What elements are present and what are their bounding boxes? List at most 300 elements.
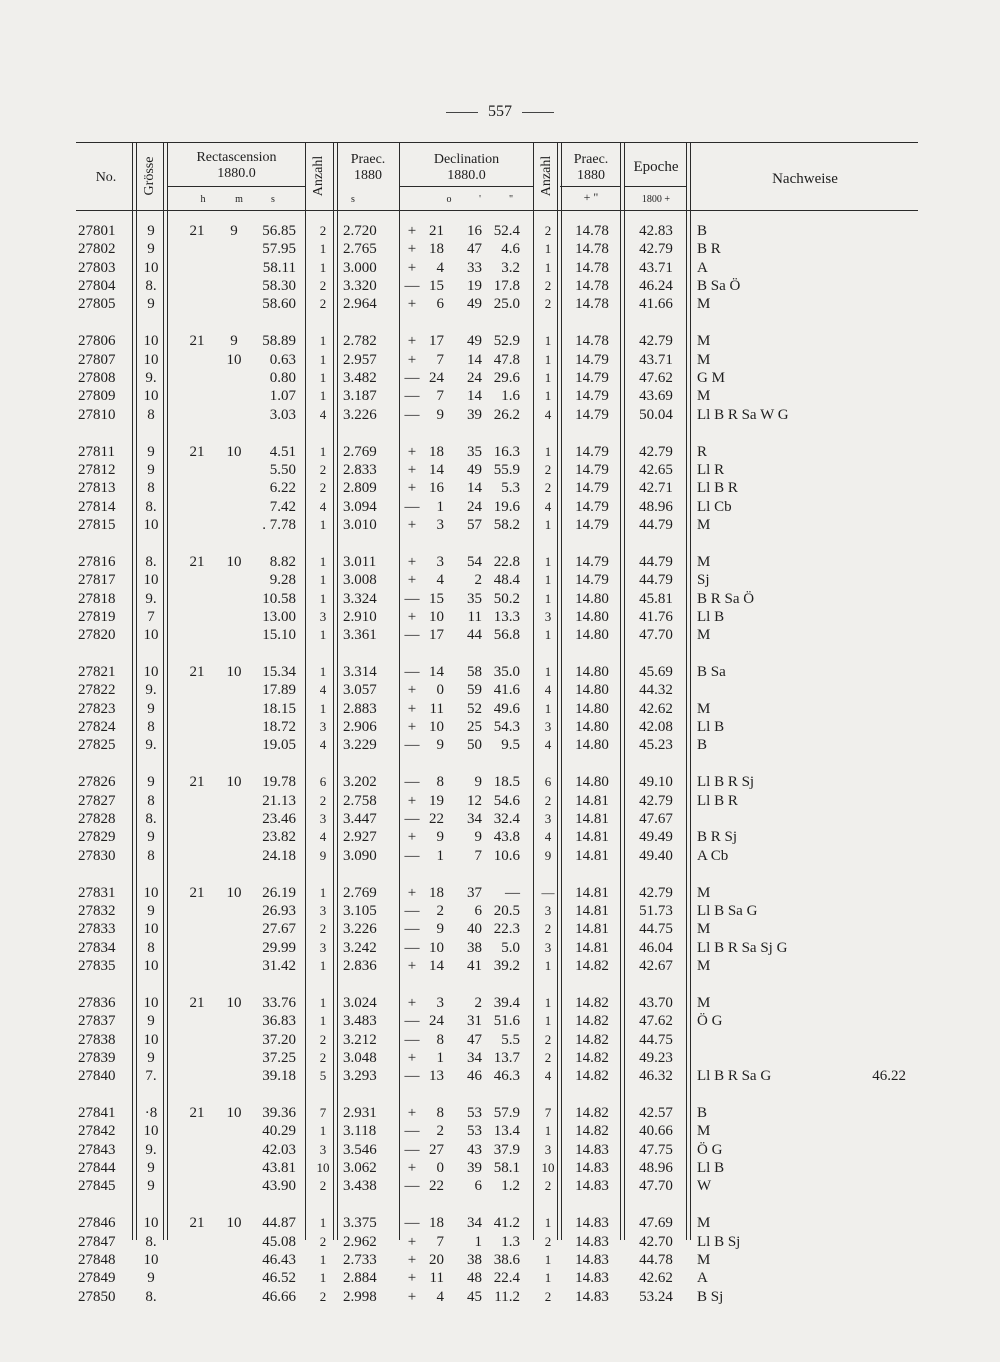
row-ra-seconds: 13.00 — [262, 608, 296, 625]
row-nachweise: M — [697, 351, 711, 368]
row-count-ra: 2 — [319, 921, 327, 937]
row-nachweise: B Sa — [697, 664, 726, 680]
row-decl-sign: — — [404, 774, 420, 791]
row-ra-seconds: 40.29 — [262, 1123, 296, 1140]
row-nachweise: Ll B Sj — [697, 1233, 741, 1250]
row-decl-minutes: 2 — [474, 994, 482, 1011]
header-decl-unit-min: ' — [479, 194, 481, 205]
row-decl-degrees: 11 — [429, 1270, 444, 1287]
row-decl-degrees: 15 — [429, 590, 444, 607]
row-praec-ra: 2.910 — [343, 608, 377, 625]
row-decl-degrees: 21 — [429, 223, 444, 239]
row-magnitude: 10 — [143, 572, 159, 589]
header-ra-unit-m: m — [235, 194, 243, 205]
row-decl-degrees: 18 — [429, 1215, 444, 1232]
header-ra-title: Rectascension — [196, 150, 277, 165]
row-number: 27844 — [78, 1160, 116, 1177]
row-decl-seconds: 11.2 — [494, 1288, 520, 1305]
row-praec-decl: 14.82 — [575, 994, 609, 1011]
row-count-ra: 1 — [319, 590, 327, 606]
row-ra-hours: 21 — [189, 994, 205, 1011]
row-number: 27832 — [78, 902, 116, 919]
row-decl-degrees: 10 — [429, 719, 444, 735]
row-magnitude: 7. — [145, 1068, 157, 1085]
row-decl-minutes: 54 — [467, 553, 482, 570]
row-ra-seconds: 17.89 — [262, 682, 296, 699]
table-row — [0, 479, 1000, 497]
row-count-decl: 3 — [544, 939, 552, 955]
row-count-decl: 1 — [544, 553, 552, 569]
row-praec-ra: 2.836 — [343, 957, 377, 974]
row-decl-sign: + — [407, 1288, 417, 1305]
row-decl-seconds: 47.8 — [493, 351, 520, 368]
row-decl-seconds: 1.2 — [501, 1178, 520, 1195]
row-decl-seconds: 32.4 — [493, 811, 520, 827]
row-number: 27810 — [78, 406, 116, 423]
row-number: 27826 — [78, 774, 116, 791]
row-decl-minutes: 31 — [467, 1013, 482, 1030]
row-magnitude: 9. — [145, 682, 157, 699]
row-decl-sign: + — [407, 608, 417, 625]
row-magnitude: 8 — [147, 847, 155, 864]
row-count-ra: 1 — [319, 1123, 327, 1139]
row-magnitude: 10 — [143, 957, 159, 974]
row-praec-ra: 3.320 — [343, 278, 377, 295]
row-nachweise: Ll B R Sa G — [697, 1068, 772, 1085]
row-number: 27820 — [78, 627, 116, 644]
row-epoche: 42.62 — [639, 1270, 673, 1287]
row-nachweise: Ll R — [697, 461, 725, 478]
row-number: 27840 — [78, 1068, 116, 1085]
row-epoche: 47.62 — [639, 1013, 673, 1030]
table-row — [0, 1012, 1000, 1030]
row-decl-minutes: 25 — [467, 719, 482, 735]
row-decl-minutes: 6 — [474, 1178, 482, 1195]
row-magnitude: 8. — [145, 498, 157, 515]
row-decl-minutes: 34 — [467, 1215, 482, 1232]
row-magnitude: 8 — [147, 792, 155, 809]
row-epoche: 47.70 — [639, 1178, 673, 1195]
row-decl-seconds: 48.4 — [493, 572, 520, 589]
row-count-ra: 1 — [319, 516, 327, 532]
row-decl-minutes: 53 — [467, 1105, 482, 1121]
row-number: 27833 — [78, 921, 116, 938]
row-decl-seconds: 35.0 — [493, 664, 520, 680]
row-praec-decl: 14.83 — [575, 1215, 609, 1232]
row-praec-ra: 3.482 — [343, 370, 377, 386]
row-nachweise: M — [697, 296, 711, 313]
row-number: 27842 — [78, 1123, 116, 1140]
row-decl-degrees: 16 — [429, 480, 444, 497]
row-epoche: 49.40 — [639, 847, 673, 864]
row-praec-decl: 14.83 — [575, 1233, 609, 1250]
row-count-decl: 1 — [544, 516, 552, 532]
row-count-ra: 2 — [319, 1049, 327, 1065]
row-praec-ra: 3.314 — [343, 664, 377, 680]
row-number: 27807 — [78, 351, 116, 368]
row-decl-minutes: 1 — [474, 1233, 482, 1250]
row-magnitude: 10 — [143, 1123, 159, 1140]
row-count-ra: 1 — [319, 957, 327, 973]
row-ra-seconds: 26.19 — [262, 884, 296, 901]
row-praec-ra: 3.447 — [343, 811, 377, 827]
row-magnitude: 10 — [143, 516, 159, 533]
row-count-ra: 2 — [319, 1031, 327, 1047]
row-nachweise: Ll B R Sa Sj G — [697, 939, 788, 956]
row-decl-degrees: 4 — [436, 1288, 444, 1305]
row-praec-ra: 3.293 — [343, 1068, 377, 1085]
row-decl-degrees: 2 — [436, 1123, 444, 1140]
row-decl-seconds: 38.6 — [493, 1252, 520, 1268]
row-ra-minutes: 9 — [230, 333, 238, 350]
row-number: 27817 — [78, 572, 116, 589]
row-praec-ra: 3.062 — [343, 1160, 377, 1177]
row-number: 27845 — [78, 1178, 116, 1195]
row-epoche: 43.71 — [639, 351, 673, 368]
row-praec-ra: 3.226 — [343, 406, 377, 423]
row-praec-ra: 2.998 — [343, 1288, 377, 1305]
row-count-decl: 1 — [544, 1123, 552, 1139]
row-epoche: 40.66 — [639, 1123, 673, 1140]
row-count-ra: 1 — [319, 259, 327, 275]
row-decl-minutes: 9 — [474, 774, 482, 791]
row-decl-degrees: 2 — [436, 902, 444, 919]
row-praec-decl: 14.83 — [575, 1178, 609, 1195]
row-decl-degrees: 15 — [429, 278, 444, 295]
row-count-decl: 1 — [544, 370, 552, 385]
row-ra-hours: 21 — [189, 223, 205, 239]
row-nachweise: M — [697, 921, 711, 938]
row-decl-sign: + — [407, 223, 417, 239]
header-ra-unit-s: s — [271, 194, 275, 205]
row-decl-degrees: 18 — [429, 884, 444, 901]
row-magnitude: 8. — [145, 1233, 157, 1250]
row-count-decl: 6 — [544, 774, 552, 790]
row-count-ra: 1 — [319, 388, 327, 404]
row-epoche: 44.78 — [639, 1252, 673, 1268]
row-count-decl: 1 — [544, 388, 552, 404]
row-praec-ra: 3.202 — [343, 774, 377, 791]
header-decl-title: Declination — [433, 152, 500, 167]
row-nachweise: Ll B — [697, 1160, 725, 1177]
row-decl-sign: — — [404, 847, 420, 864]
row-decl-degrees: 7 — [436, 1233, 444, 1250]
row-decl-minutes: 14 — [467, 351, 482, 368]
row-magnitude: 10 — [143, 664, 159, 680]
row-magnitude: 10 — [143, 884, 159, 901]
row-ra-seconds: 46.66 — [262, 1288, 296, 1305]
row-nachweise: Ö G — [697, 1141, 723, 1158]
row-praec-ra: 3.361 — [343, 627, 377, 644]
row-ra-seconds: 21.13 — [262, 792, 296, 809]
row-magnitude: 8 — [147, 406, 155, 423]
row-number: 27821 — [78, 664, 116, 680]
row-decl-minutes: 6 — [474, 902, 482, 919]
row-decl-minutes: 39 — [467, 1160, 482, 1177]
row-count-decl: 1 — [544, 572, 552, 588]
row-count-decl: 2 — [544, 1031, 552, 1047]
row-count-decl: 1 — [544, 241, 552, 257]
table-row — [0, 259, 1000, 277]
row-decl-sign: — — [404, 1013, 420, 1030]
row-decl-degrees: 10 — [429, 939, 444, 956]
row-decl-seconds: 16.3 — [493, 443, 520, 460]
row-magnitude: 10 — [143, 259, 159, 276]
row-decl-seconds: 19.6 — [493, 498, 520, 515]
header-decl-epoch: 1880.0 — [447, 168, 486, 183]
row-decl-seconds: 5.3 — [501, 480, 520, 497]
praec-decl-subheader-rule — [560, 186, 620, 187]
row-ra-seconds: 0.80 — [269, 370, 296, 386]
row-ra-seconds: 29.99 — [262, 939, 296, 956]
row-decl-sign: — — [404, 1178, 420, 1195]
row-count-decl: 4 — [544, 829, 552, 845]
row-count-ra: 1 — [319, 553, 327, 569]
row-praec-ra: 3.105 — [343, 902, 377, 919]
row-praec-ra: 3.212 — [343, 1031, 377, 1048]
row-epoche: 48.96 — [639, 498, 673, 515]
row-number: 27850 — [78, 1288, 116, 1305]
row-praec-decl: 14.83 — [575, 1270, 609, 1287]
row-decl-sign: — — [404, 1141, 420, 1158]
row-praec-ra: 3.048 — [343, 1049, 377, 1066]
row-decl-minutes: 52 — [467, 700, 482, 717]
row-decl-seconds: 37.9 — [493, 1141, 520, 1158]
row-decl-minutes: 39 — [467, 406, 482, 423]
row-decl-seconds: 22.8 — [493, 553, 520, 570]
row-count-ra: 2 — [319, 1288, 327, 1304]
row-praec-ra: 2.833 — [343, 461, 377, 478]
row-ra-seconds: 0.63 — [269, 351, 296, 368]
row-nachweise: B R Sj — [697, 829, 738, 846]
row-epoche: 47.70 — [639, 627, 673, 644]
row-nachweise: Ll B R Sj — [697, 774, 755, 791]
row-decl-seconds: 4.6 — [501, 241, 520, 258]
row-ra-seconds: 42.03 — [262, 1141, 296, 1158]
row-count-ra: 3 — [319, 811, 327, 826]
row-ra-seconds: 43.81 — [262, 1160, 296, 1177]
row-epoche: 44.32 — [639, 682, 673, 699]
row-count-decl: 1 — [544, 1270, 552, 1286]
row-decl-seconds: — — [505, 884, 520, 901]
row-count-ra: 3 — [319, 939, 327, 955]
row-count-decl: 7 — [544, 1105, 552, 1120]
row-decl-seconds: 52.4 — [493, 223, 520, 239]
row-ra-seconds: 37.20 — [262, 1031, 296, 1048]
row-decl-seconds: 20.5 — [493, 902, 520, 919]
row-count-decl: 1 — [544, 351, 552, 367]
table-top-rule — [76, 142, 918, 143]
row-count-decl: 2 — [544, 223, 552, 238]
row-nachweise: M — [697, 994, 711, 1011]
row-magnitude: 9 — [147, 296, 155, 313]
row-number: 27824 — [78, 719, 116, 735]
row-decl-sign: — — [404, 406, 420, 423]
row-count-decl: 4 — [544, 1068, 552, 1084]
row-decl-sign: + — [407, 1105, 417, 1121]
row-decl-degrees: 8 — [436, 1105, 444, 1121]
row-ra-seconds: 39.18 — [262, 1068, 296, 1085]
row-epoche: 44.75 — [639, 921, 673, 938]
row-epoche: 42.83 — [639, 223, 673, 239]
row-praec-ra: 3.024 — [343, 994, 377, 1011]
row-number: 27813 — [78, 480, 116, 497]
row-decl-sign: — — [404, 921, 420, 938]
row-epoche: 41.66 — [639, 296, 673, 313]
row-praec-decl: 14.78 — [575, 241, 609, 258]
row-count-ra: 7 — [319, 1105, 327, 1120]
row-praec-decl: 14.78 — [575, 223, 609, 239]
row-decl-seconds: 54.6 — [493, 792, 520, 809]
row-nachweise: M — [697, 700, 711, 717]
row-praec-ra: 3.546 — [343, 1141, 377, 1158]
row-decl-degrees: 18 — [429, 443, 444, 460]
row-ra-seconds: 58.11 — [262, 259, 296, 276]
row-ra-seconds: 27.67 — [262, 921, 296, 938]
row-nachweise: A — [697, 259, 708, 276]
row-number: 27804 — [78, 278, 116, 295]
header-anzahl-1: Anzahl — [311, 155, 326, 197]
header-nachweise: Nachweise — [772, 171, 838, 187]
row-count-ra: 1 — [319, 884, 327, 900]
row-magnitude: 7 — [147, 608, 155, 625]
row-decl-minutes: 9 — [474, 829, 482, 846]
row-epoche: 42.65 — [639, 461, 673, 478]
row-praec-ra: 3.324 — [343, 590, 377, 607]
row-count-decl: 3 — [544, 902, 552, 918]
row-count-ra: 4 — [319, 682, 327, 698]
row-praec-decl: 14.81 — [575, 811, 609, 827]
table-row — [0, 351, 1000, 369]
row-count-decl: 2 — [544, 1178, 552, 1194]
row-magnitude: 9 — [147, 1160, 155, 1177]
row-decl-seconds: 17.8 — [493, 278, 520, 295]
row-ra-minutes: 9 — [230, 223, 238, 239]
row-count-decl: 2 — [544, 278, 552, 294]
row-magnitude: 9 — [147, 223, 155, 239]
row-decl-minutes: 16 — [467, 223, 482, 239]
row-ra-seconds: 46.43 — [262, 1252, 296, 1268]
row-praec-decl: 14.81 — [575, 884, 609, 901]
row-decl-degrees: 22 — [429, 811, 444, 827]
row-count-decl: 2 — [544, 296, 552, 312]
row-ra-seconds: 45.08 — [262, 1233, 296, 1250]
row-epoche: 45.81 — [639, 590, 673, 607]
row-decl-minutes: 14 — [467, 388, 482, 405]
row-count-decl: 3 — [544, 1141, 552, 1157]
row-decl-sign: + — [407, 957, 417, 974]
header-praec-decl: Praec. — [573, 152, 609, 167]
row-decl-degrees: 14 — [429, 664, 444, 680]
row-ra-seconds: 31.42 — [262, 957, 296, 974]
row-decl-seconds: 46.3 — [493, 1068, 520, 1085]
row-magnitude: 10 — [143, 351, 159, 368]
row-decl-sign: + — [407, 572, 417, 589]
row-count-ra: 3 — [319, 1141, 327, 1157]
table-row — [0, 461, 1000, 479]
row-decl-degrees: 7 — [436, 351, 444, 368]
row-nachweise: B R Sa Ö — [697, 590, 755, 607]
table-header-rule — [76, 210, 918, 211]
row-ra-hours: 21 — [189, 1215, 205, 1232]
row-number: 27837 — [78, 1013, 116, 1030]
row-epoche: 42.67 — [639, 957, 673, 974]
row-ra-seconds: . 7.78 — [262, 516, 296, 533]
row-epoche: 46.04 — [639, 939, 673, 956]
row-epoche: 53.24 — [639, 1288, 673, 1305]
row-count-ra: 1 — [319, 333, 327, 349]
row-epoche: 42.79 — [639, 792, 673, 809]
row-praec-decl: 14.78 — [575, 296, 609, 313]
table-row — [0, 590, 1000, 608]
row-number: 27808 — [78, 370, 116, 386]
row-praec-ra: 3.090 — [343, 847, 377, 864]
row-praec-ra: 2.769 — [343, 443, 377, 460]
row-magnitude: 10 — [143, 1215, 159, 1232]
row-praec-ra: 3.011 — [343, 553, 377, 570]
row-magnitude: 8. — [145, 278, 157, 295]
row-decl-minutes: 19 — [467, 278, 482, 295]
row-decl-seconds: 25.0 — [493, 296, 520, 313]
row-count-decl: 2 — [544, 1049, 552, 1065]
row-praec-decl: 14.79 — [575, 516, 609, 533]
row-praec-decl: 14.80 — [575, 774, 609, 791]
row-number: 27818 — [78, 590, 116, 607]
row-count-ra: 3 — [319, 608, 327, 624]
row-epoche: 42.62 — [639, 700, 673, 717]
row-praec-ra: 3.438 — [343, 1178, 377, 1195]
row-count-ra: 1 — [319, 1215, 327, 1231]
row-decl-degrees: 1 — [436, 847, 444, 864]
row-ra-seconds: 58.60 — [262, 296, 296, 313]
row-decl-degrees: 6 — [436, 296, 444, 313]
row-decl-minutes: 38 — [467, 1252, 482, 1268]
row-decl-sign: + — [407, 1270, 417, 1287]
row-magnitude: 9 — [147, 1049, 155, 1066]
row-decl-degrees: 24 — [429, 370, 444, 386]
table-row — [0, 939, 1000, 957]
row-decl-degrees: 14 — [429, 461, 444, 478]
row-number: 27809 — [78, 388, 116, 405]
table-row — [0, 1214, 1000, 1232]
row-epoche: 47.67 — [639, 811, 673, 827]
table-row — [0, 1177, 1000, 1195]
row-decl-sign: + — [407, 461, 417, 478]
row-ra-seconds: 6.22 — [269, 480, 296, 497]
header-ra-unit-h: h — [200, 194, 206, 205]
row-decl-sign: — — [404, 902, 420, 919]
row-praec-ra: 2.733 — [343, 1252, 377, 1268]
row-nachweise: M — [697, 333, 711, 350]
row-number: 27835 — [78, 957, 116, 974]
row-count-decl: 4 — [544, 498, 552, 514]
row-nachweise: Ll B R — [697, 480, 738, 497]
row-decl-seconds: 43.8 — [493, 829, 520, 846]
row-decl-degrees: 9 — [436, 406, 444, 423]
header-decl-unit-deg: o — [446, 194, 452, 205]
row-decl-seconds: 13.7 — [493, 1049, 520, 1066]
row-decl-degrees: 3 — [436, 994, 444, 1011]
row-number: 27849 — [78, 1270, 116, 1287]
row-number: 27829 — [78, 829, 116, 846]
row-decl-minutes: 47 — [467, 1031, 482, 1048]
row-decl-seconds: 55.9 — [493, 461, 520, 478]
row-ra-seconds: 18.72 — [262, 719, 296, 735]
row-decl-degrees: 20 — [429, 1252, 444, 1268]
table-row — [0, 773, 1000, 791]
table-row — [0, 1251, 1000, 1269]
row-decl-seconds: 58.2 — [493, 516, 520, 533]
